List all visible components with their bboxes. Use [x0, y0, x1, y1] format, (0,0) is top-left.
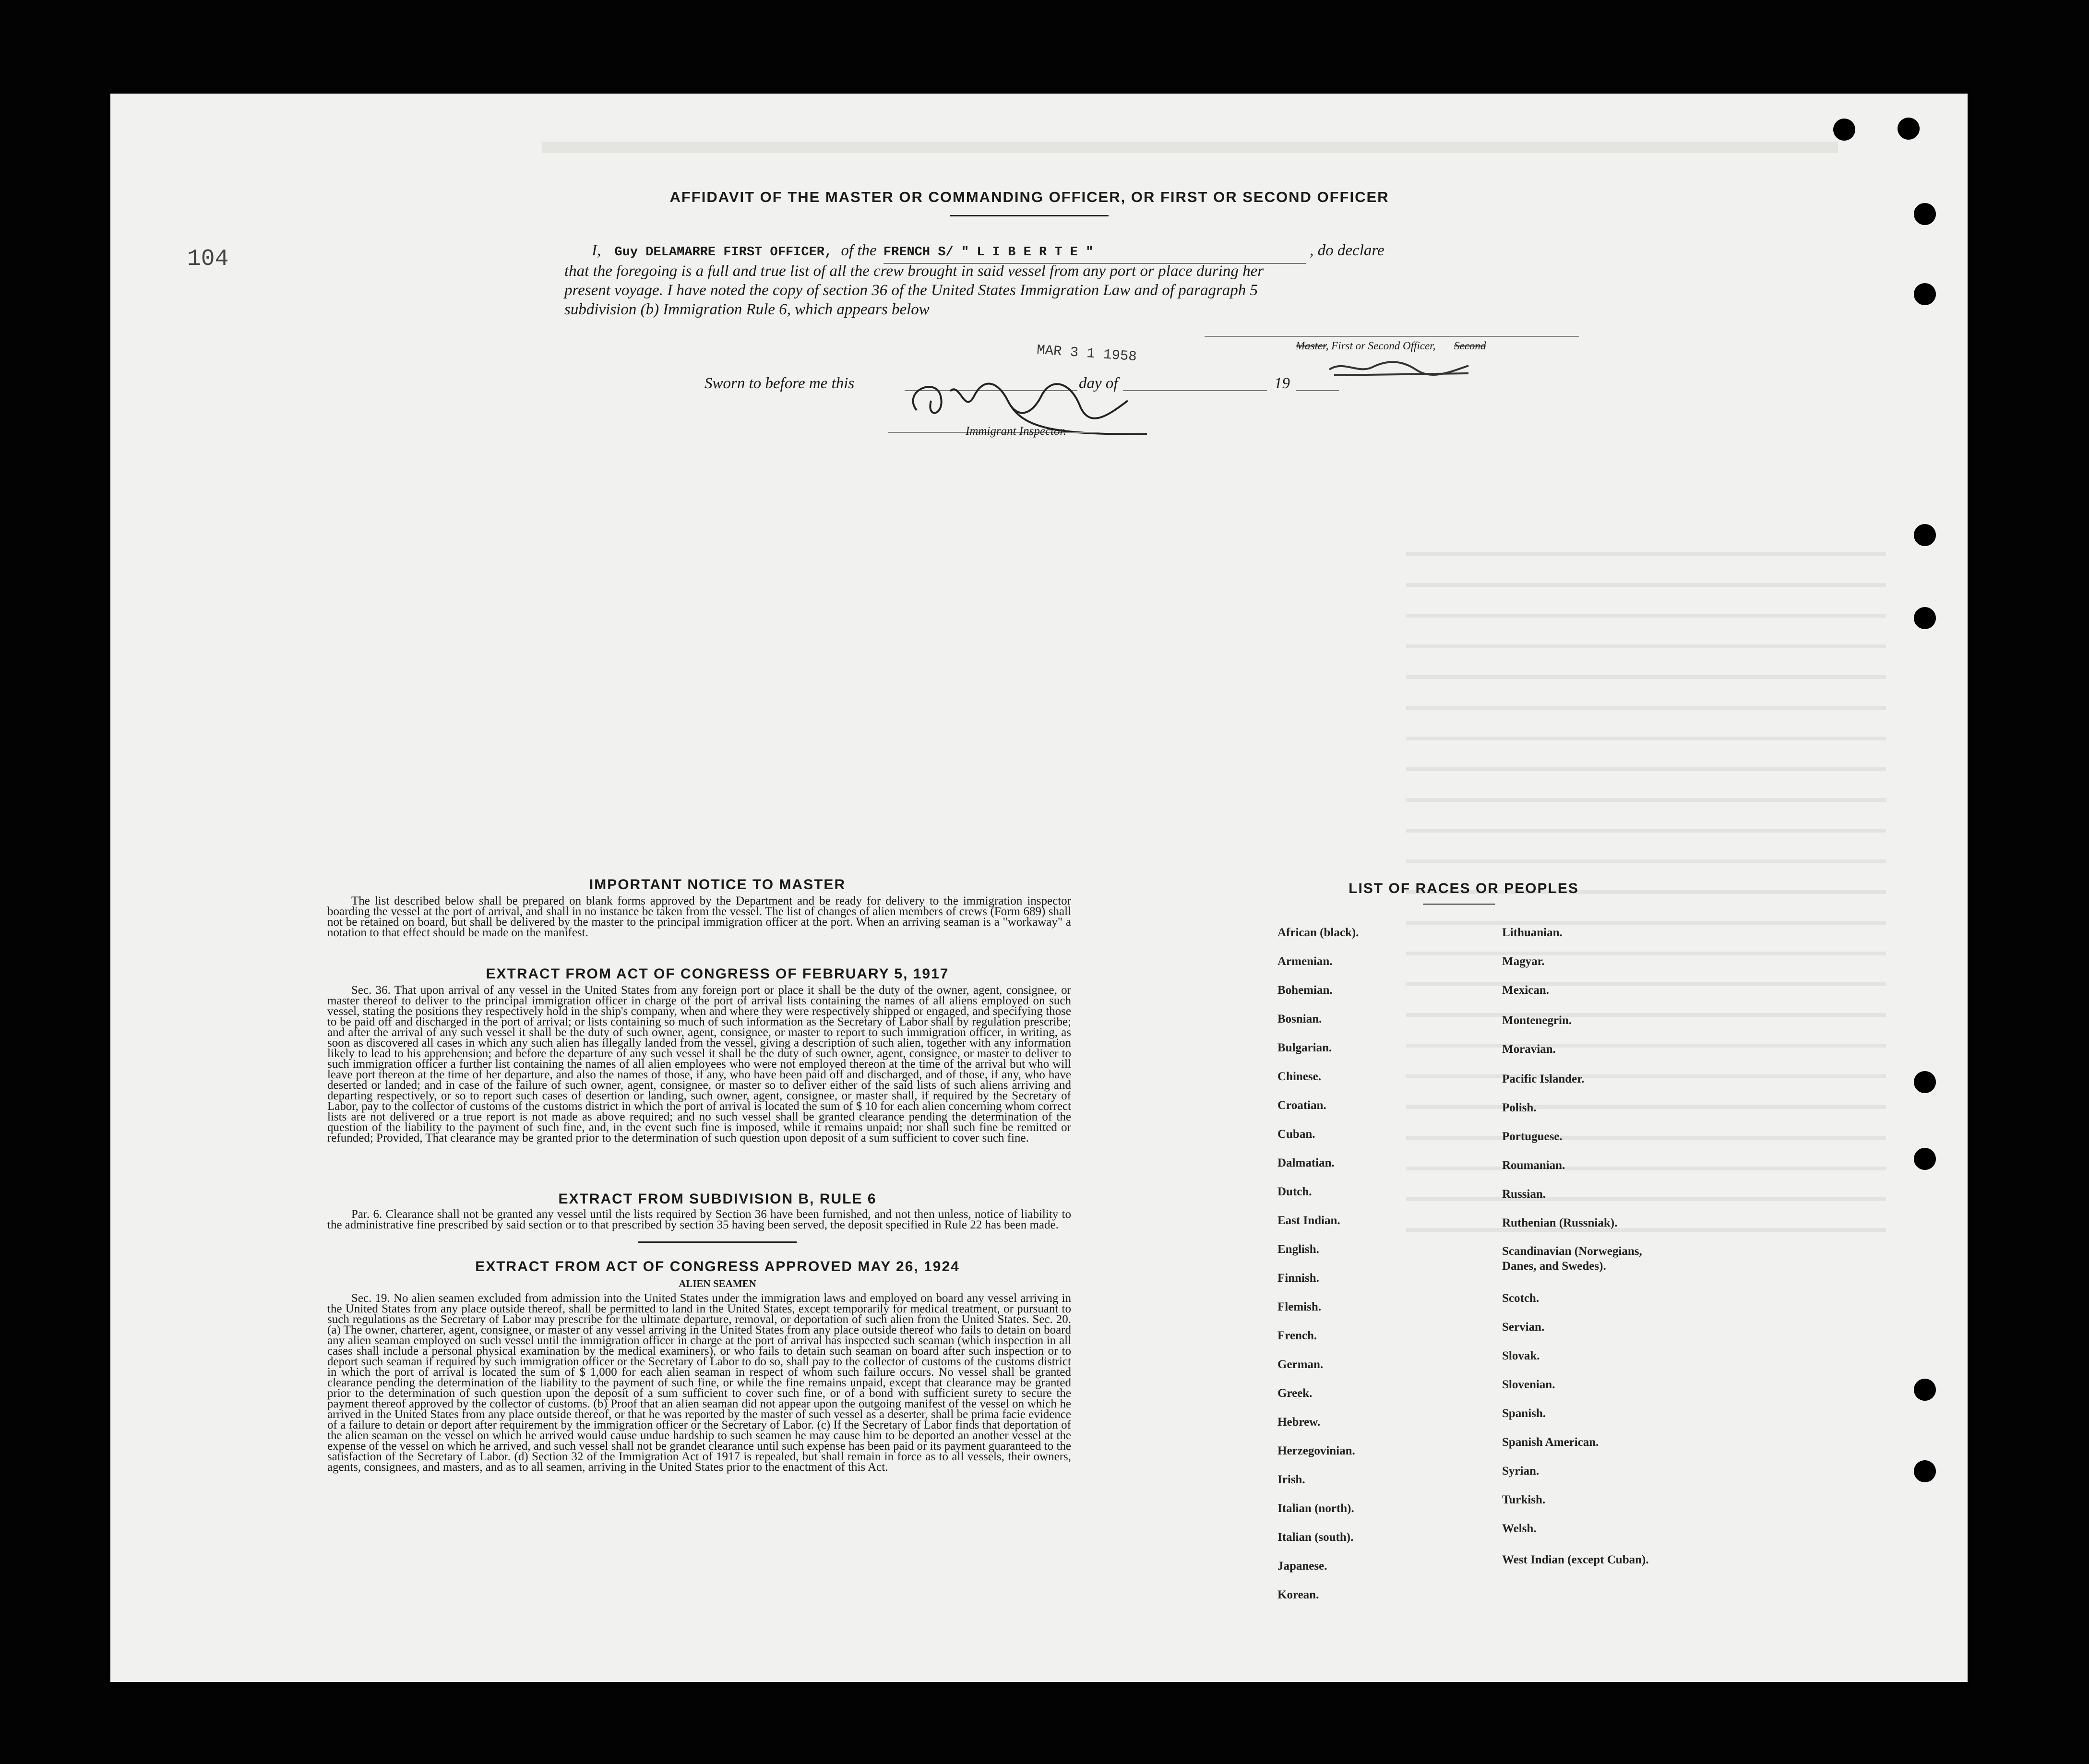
race-item: Moravian. [1502, 1043, 1556, 1056]
divider [950, 215, 1109, 216]
race-item: Italian (south). [1277, 1531, 1354, 1544]
extract-1917-heading: EXTRACT FROM ACT OF CONGRESS OF FEBRUARY 5, 1917 [486, 966, 949, 982]
punch-hole [1914, 203, 1936, 225]
of-the-text: of the [841, 242, 877, 259]
race-item: Mexican. [1502, 984, 1549, 997]
race-item: Italian (north). [1277, 1502, 1354, 1515]
race-item: East Indian. [1277, 1214, 1340, 1227]
officer-signature [1325, 355, 1478, 384]
races-heading: LIST OF RACES OR PEOPLES [1349, 881, 1579, 896]
race-item: Irish. [1277, 1473, 1305, 1486]
officer-signature-line [1205, 336, 1579, 337]
race-item: Chinese. [1277, 1070, 1321, 1083]
affidavit-line2: that the foregoing is a full and true list of all the crew brought in said vessel from any port or place during her [564, 262, 1264, 280]
affidavit-line3: present voyage. I have noted the copy of section 36 of the United States Immigration Law and of paragraph 5 [564, 282, 1258, 299]
race-item: Greek. [1277, 1387, 1313, 1400]
affidavit-line1 [590, 240, 1598, 264]
race-item: Herzegovinian. [1277, 1444, 1355, 1457]
race-item: African (black). [1277, 926, 1359, 939]
race-item: Montenegrin. [1502, 1014, 1572, 1027]
race-item: Polish. [1502, 1101, 1537, 1114]
notice-text: The list described below shall be prepared on blank forms approved by the Department and be ready for delivery to the immigration inspector boarding the vessel at the port of arrival, and shall in no instance be taken from the vessel. The list of changes of alien members of crews (Form 689) shall not be retained on board, but shall be delivered by the master to the principal immigration officer at the port. When an arriving seaman is a "workaway" a notation to that effect should be made on the manifest. [327, 894, 1071, 939]
do-declare-text: , do declare [1310, 242, 1385, 259]
race-item: Hebrew. [1277, 1416, 1321, 1429]
race-item: English. [1277, 1243, 1319, 1256]
extract-1924-heading: EXTRACT FROM ACT OF CONGRESS APPROVED MAY 26, 1924 [475, 1259, 960, 1275]
affidavit-prefix: I, [592, 242, 601, 259]
race-item: Welsh. [1502, 1522, 1537, 1535]
document-page [110, 94, 1968, 1682]
race-item: French. [1277, 1329, 1317, 1342]
race-item: Dalmatian. [1277, 1156, 1335, 1169]
race-item: Finnish. [1277, 1272, 1319, 1285]
race-item: Cuban. [1277, 1128, 1315, 1141]
race-item: Pacific Islander. [1502, 1073, 1585, 1085]
race-item: Dutch. [1277, 1185, 1312, 1198]
race-item: Slovak. [1502, 1349, 1540, 1362]
officer-label-text: , First or Second Officer, [1325, 340, 1436, 352]
race-item: Japanese. [1277, 1560, 1327, 1573]
notice-heading: IMPORTANT NOTICE TO MASTER [589, 877, 846, 893]
officer-label [1296, 340, 1435, 352]
race-item: Spanish American. [1502, 1436, 1599, 1449]
race-item: Flemish. [1277, 1300, 1321, 1313]
punch-hole [1914, 1071, 1936, 1093]
race-item: Bohemian. [1277, 984, 1333, 997]
affidavit-heading: AFFIDAVIT OF THE MASTER OR COMMANDING OFFICER, OR FIRST OR SECOND OFFICER [669, 189, 1389, 205]
race-item: Ruthenian (Russniak). [1502, 1216, 1618, 1229]
sworn-year-line [1296, 390, 1339, 391]
bleed-through [542, 142, 1838, 153]
race-item: Spanish. [1502, 1407, 1546, 1420]
punch-hole [1914, 283, 1936, 305]
race-item: Bulgarian. [1277, 1041, 1332, 1054]
year-prefix: 19 [1274, 375, 1290, 392]
affidavit-line4: subdivision (b) Immigration Rule 6, which appears below [564, 301, 930, 318]
race-item: German. [1277, 1358, 1324, 1371]
extract-1917-text: Sec. 36. That upon arrival of any vessel in the United States from any foreign port or place it shall be the duty of the owner, agent, consignee, or master thereof to deliver to the principal immigration officer in charge of the port of arrival lists containing the names of all aliens employed on such vessel, stating the positions they respectively hold in the ship's company, when and where they were respectively shipped or engaged, and specifying those to be paid off and discharged in the port of arrival; or lists containing so much of such information as the Secretary of Labor shall by regulation prescribe; and after the arrival of any such vessel it shall be the duty of such owner, agent, consignee, or master to report to such immigration officer, in writing, as soon as discovered all cases in which any such alien has illegally landed from the vessel, giving a description of such alien, together with any information likely to lead to his apprehension; and before the departure of any such vessel it shall be the duty of such owner, agent, consignee, or master to deliver to such immigration officer a further list containing the names of all alien employees who were not employed thereon at the time of the arrival but who will leave port thereon at the time of her departure, and also the names of those, if any, who have been paid off and discharged, and of those, if any, who have deserted or landed; and in case of the failure of such owner, agent, consignee, or master so to deliver either of the said lists of such aliens arriving and departing respectively, or so to report such cases of desertion or landing, such owner, agent, consignee, or master shall, if required by the Secretary of Labor, pay to the collector of customs of the customs district in which the port of arrival is located the sum of $ 10 for each alien concerning whom correct lists are not delivered or a true report is not made as above required; and no such vessel shall be granted clearance pending the determination of the question of the liability to the payment of such fine, and, in the event such fine is imposed, while it remains unpaid; nor shall such fine be remitted or refunded; Provided, That clearance may be granted prior to the determination of such question upon deposit of a sum sufficient to cover such fine. [327, 984, 1071, 1144]
punch-hole [1898, 118, 1920, 140]
officer-label-struck-2: Second [1454, 340, 1486, 352]
punch-hole [1914, 1379, 1936, 1401]
race-item: Armenian. [1277, 955, 1333, 968]
race-item: West Indian (except Cuban). [1502, 1553, 1649, 1566]
punch-hole [1914, 607, 1936, 629]
race-item: Scandinavian (Norwegians, Danes, and Swedes). [1502, 1245, 1642, 1273]
punch-hole [1914, 1460, 1936, 1482]
race-item: Portuguese. [1502, 1130, 1563, 1143]
officer-label-struck: Master [1296, 340, 1326, 352]
vessel-name: FRENCH S/ " L I B E R T E " [883, 242, 1306, 264]
race-item: Servian. [1502, 1321, 1545, 1334]
day-of-text: day of [1079, 375, 1118, 392]
rule6-heading: EXTRACT FROM SUBDIVISION B, RULE 6 [558, 1191, 877, 1207]
sworn-text: Sworn to before me this [704, 375, 855, 392]
margin-note: 104 [187, 246, 229, 272]
race-item: Croatian. [1277, 1099, 1326, 1112]
race-item: Lithuanian. [1502, 926, 1563, 939]
rule6-text: Par. 6. Clearance shall not be granted any vessel until the lists required by Section 36 have been furnished, and not then unless, notice of liability to the administrative fine prescribed by said section or to that prescribed by section 35 having been served, the deposit specified in Rule 22 has been made. [327, 1208, 1071, 1231]
inspector-label: Immigrant Inspector. [966, 425, 1066, 438]
declarant-name: Guy DELAMARRE FIRST OFFICER, [614, 245, 833, 260]
divider [1423, 904, 1495, 905]
race-item: Syrian. [1502, 1465, 1540, 1478]
extract-1924-subheading: ALIEN SEAMEN [679, 1278, 756, 1289]
date-stamp: MAR 3 1 1958 [1036, 342, 1137, 365]
race-item: Magyar. [1502, 955, 1545, 968]
race-item: Bosnian. [1277, 1013, 1322, 1025]
extract-1924-text: Sec. 19. No alien seamen excluded from admission into the United States under the immigration laws and employed on board any vessel arriving in the United States from any place outside thereof, shall be permitted to land in the United States, except temporarily for medical treatment, or pursuant to such regulations as the Secretary of Labor may prescribe for the ultimate departure, removal, or deportation of such alien from the United States. Sec. 20. (a) The owner, charterer, agent, consignee, or master of any vessel arriving in the United States from any place outside thereof who fails to detain on board any alien seaman employed on such vessel until the immigration officer in charge at the port of arrival has inspected such seaman (which inspection in all cases shall include a personal physical examination by the medical examiners), or who fails to detain such seaman on board after such inspection or to deport such seaman if required by such immigration officer or the Secretary of Labor to do so, shall pay to the collector of customs of the customs district in which the port of arrival is located the sum of $ 1,000 for each alien seaman in respect of whom such failure occurs. No vessel shall be granted clearance pending the determination of the liability to the payment of such fine, or while the fine remains unpaid, except that clearance may be granted prior to the determination of such question upon the deposit of a sum sufficient to cover such fine, or of a bond with sufficient surety to secure the payment thereof approved by the collector of customs. (b) Proof that an alien seaman did not appear upon the outgoing manifest of the vessel on which he arrived in the United States from any place outside thereof, or that he was reported by the master of such vessel as a deserter, shall be prima facie evidence of a failure to detain or deport after requirement by the immigration officer or the Secretary of Labor. (c) If the Secretary of Labor finds that deportation of the alien seaman on the vessel on which he arrived would cause undue hardship to such seamen he may cause him to be deported an another vessel at the expense of the vessel on which he arrived, and such vessel shall not be grandet clearance until such expense has been paid or its payment guaranteed to the satisfaction of the Secretary of Labor. (d) Section 32 of the Immigration Act of 1917 is repealed, but shall remain in force as to all vessels, their owners, agents, consignees, and masters, and as to all seamen, arriving in the United States prior to the enactment of this Act. [327, 1292, 1071, 1474]
race-item: Scotch. [1502, 1292, 1540, 1305]
race-item: Russian. [1502, 1188, 1546, 1201]
race-item: Slovenian. [1502, 1378, 1555, 1391]
race-item: Turkish. [1502, 1493, 1546, 1506]
divider [638, 1241, 797, 1243]
punch-hole [1914, 1148, 1936, 1170]
punch-hole [1833, 119, 1855, 141]
race-item: Roumanian. [1502, 1159, 1565, 1172]
punch-hole [1914, 524, 1936, 546]
race-item: Korean. [1277, 1588, 1319, 1601]
